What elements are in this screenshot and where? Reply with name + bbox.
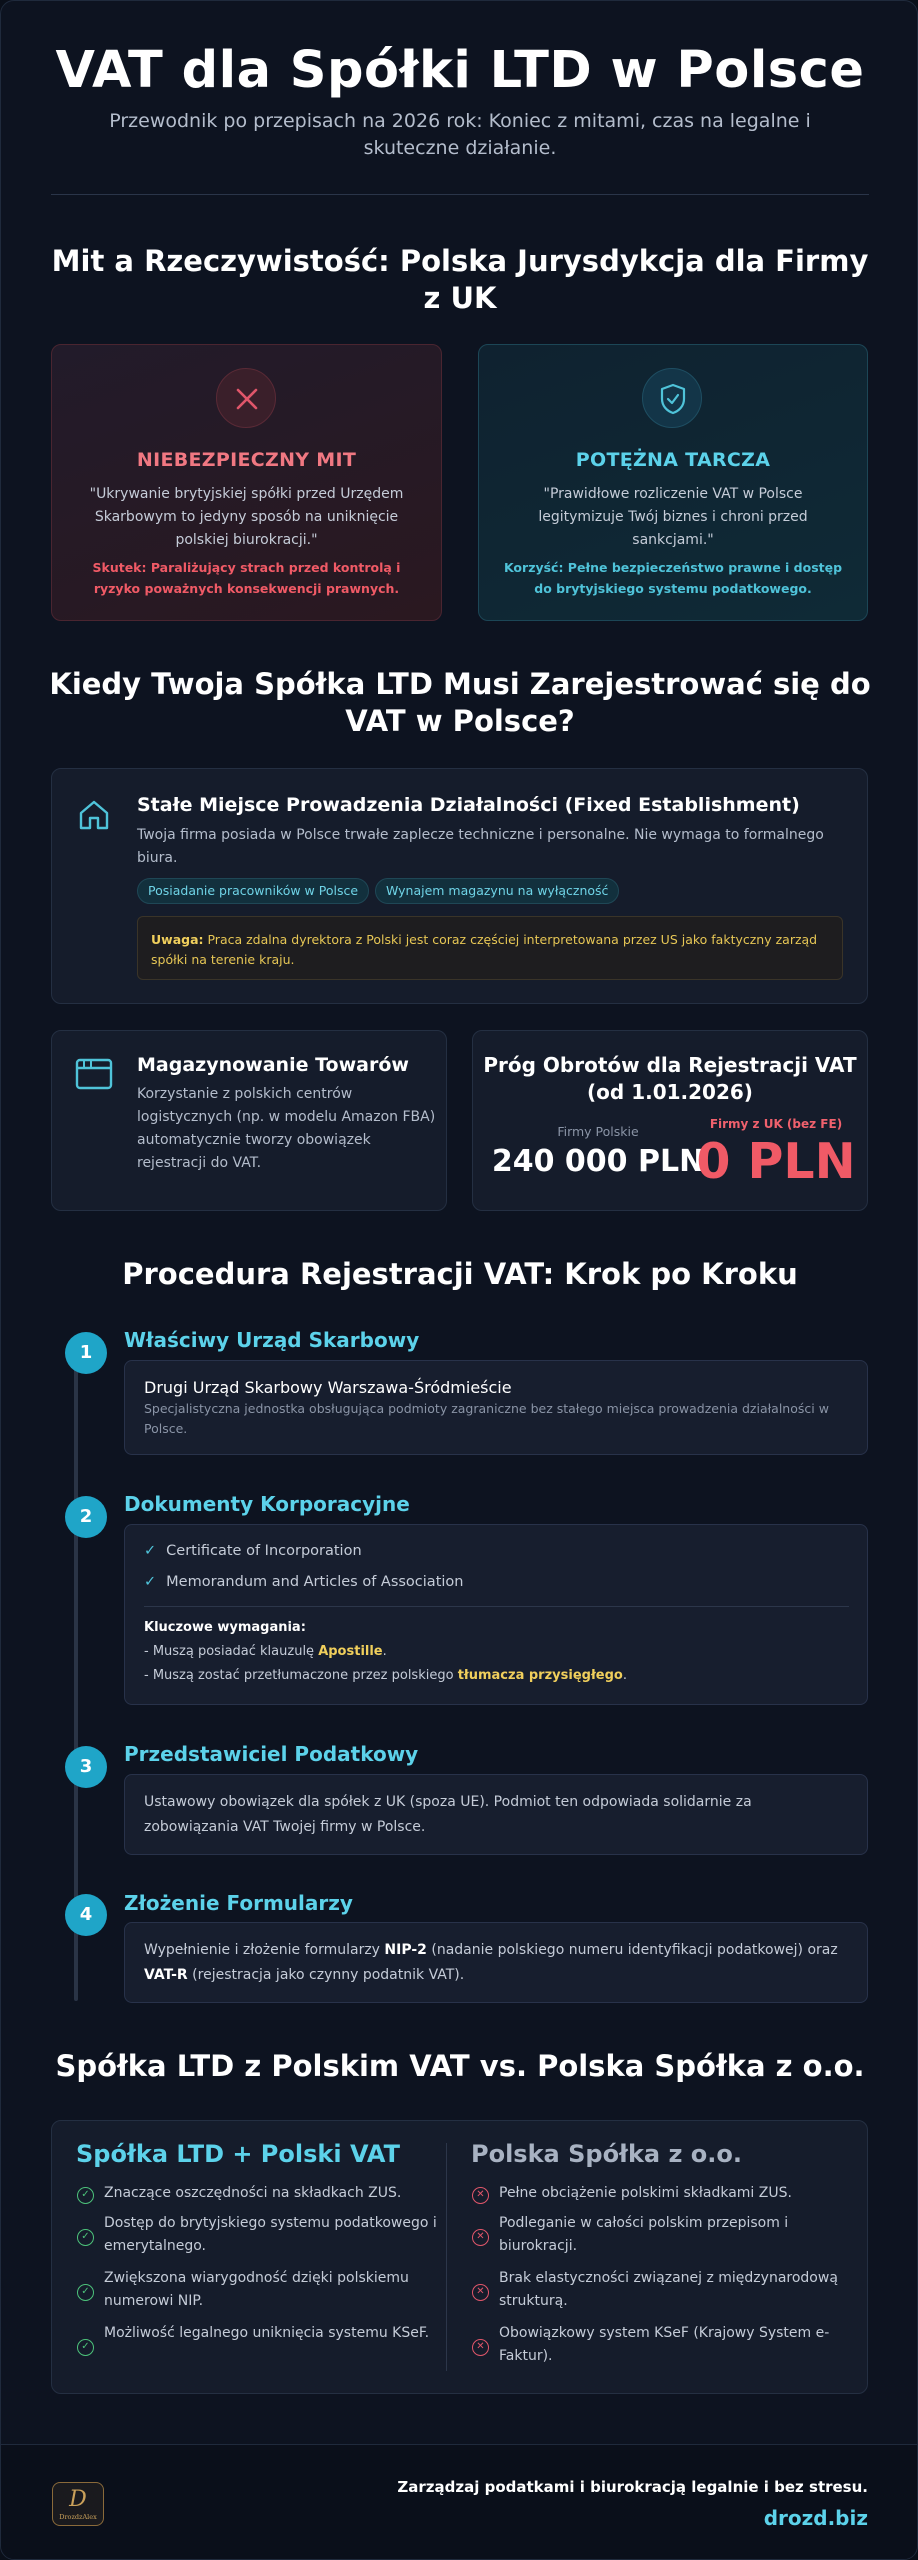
x-circle-icon: ✕	[472, 2284, 489, 2301]
warehouse-title: Magazynowanie Towarów	[137, 1054, 409, 1076]
shield-quote: "Prawidłowe rozliczenie VAT w Polsce legitymizuje Twój biznes i chroni przed sankcjami."	[538, 486, 808, 548]
step-2-divider	[144, 1606, 849, 1607]
requirement-translation: - Muszą zostać przetłumaczone przez polskiego tłumacza przysięgłego.	[144, 1668, 627, 1683]
footer	[1, 2444, 918, 2560]
chip-warehouse: Wynajem magazynu na wyłączność	[375, 878, 619, 904]
myth-section-heading: Mit a Rzeczywistość: Polska Jurysdykcja dla Firmy z UK	[51, 244, 869, 315]
step-1-title: Właściwy Urząd Skarbowy	[124, 1328, 420, 1352]
ltd-benefit: Zwiększona wiarygodność dzięki polskiemu numerowi NIP.	[104, 2270, 409, 2309]
threshold-uk-label: Firmy z UK (bez FE)	[709, 1117, 843, 1131]
brand-logo-glyph: D	[69, 2487, 87, 2512]
when-section-heading: Kiedy Twoja Spółka LTD Musi Zarejestrować się do VAT w Polsce?	[49, 667, 871, 738]
step-3-text: Ustawowy obowiązek dla spółek z UK (spoza UE). Podmiot ten odpowiada solidarnie za zobowiązania VAT Twojej firmy w Polsce.	[144, 1794, 752, 1835]
footer-site-link[interactable]: drozd.biz	[763, 2506, 868, 2530]
fixed-establishment-title: Stałe Miejsce Prowadzenia Działalności (Fixed Establishment)	[137, 794, 800, 816]
warehouse-icon	[74, 1057, 114, 1091]
check-circle-icon: ✓	[77, 2339, 94, 2356]
x-circle-icon: ✕	[472, 2229, 489, 2246]
x-circle-icon: ✕	[472, 2187, 489, 2204]
step-4-title: Złożenie Formularzy	[124, 1891, 353, 1915]
check-circle-icon: ✓	[77, 2229, 94, 2246]
step-4-number: 4	[65, 1894, 107, 1936]
zoo-drawback: Brak elastyczności związanej z międzynarodową strukturą.	[499, 2270, 838, 2309]
warning-body: Praca zdalna dyrektora z Polski jest coraz częściej interpretowana przez US jako faktyczny zarząd spółki na terenie kraju.	[151, 932, 818, 967]
page-subtitle: Przewodnik po przepisach na 2026 rok: Koniec z mitami, czas na legalne i skuteczne działanie.	[109, 110, 811, 159]
brand-logo-word: DrozdzAlex	[59, 2513, 97, 2521]
step-4-text: Wypełnienie i złożenie formularzy NIP-2 (nadanie polskiego numeru identyfikacji podatkowej) oraz VAT-R (rejestracja jako czynny podatnik VAT).	[144, 1942, 838, 1983]
zoo-drawback: Podleganie w całości polskim przepisom i biurokracji.	[499, 2215, 789, 2254]
zoo-drawback: Pełne obciążenie polskimi składkami ZUS.	[499, 2185, 792, 2201]
shield-title: POTĘŻNA TARCZA	[575, 449, 771, 471]
warning-text	[151, 930, 835, 970]
check-circle-icon: ✓	[77, 2187, 94, 2204]
warehouse-desc: Korzystanie z polskich centrów logistycznych (np. w modelu Amazon FBA) automatycznie tworzy obowiązek rejestracji do VAT.	[137, 1086, 436, 1171]
chip-employees: Posiadanie pracowników w Polsce	[137, 878, 369, 904]
tax-office-desc: Specjalistyczna jednostka obsługująca podmioty zagraniczne bez stałego miejsca prowadzenia działalności w Polsce.	[144, 1401, 829, 1436]
threshold-polish-label: Firmy Polskie	[557, 1124, 639, 1139]
check-icon: ✓	[144, 1543, 157, 1559]
zoo-drawback: Obowiązkowy system KSeF (Krajowy System e-Faktur).	[499, 2325, 830, 2364]
check-circle-icon: ✓	[77, 2284, 94, 2301]
step-2-number: 2	[65, 1496, 107, 1538]
shield-note: Korzyść: Pełne bezpieczeństwo prawne i dostęp do brytyjskiego systemu podatkowego.	[503, 560, 843, 596]
myth-note: Skutek: Paraliżujący strach przed kontrolą i ryzyko poważnych konsekwencji prawnych.	[92, 560, 401, 596]
page-title: VAT dla Spółki LTD w Polsce	[55, 41, 865, 100]
x-circle-icon: ✕	[472, 2339, 489, 2356]
ltd-benefit: Dostęp do brytyjskiego systemu podatkowego i emerytalnego.	[104, 2215, 437, 2254]
ltd-column-title: Spółka LTD + Polski VAT	[76, 2140, 400, 2168]
x-icon	[216, 368, 276, 428]
requirement-apostille: - Muszą posiadać klauzulę Apostille.	[144, 1644, 387, 1659]
myth-quote: "Ukrywanie brytyjskiej spółki przed Urzędem Skarbowym to jedyny sposób na uniknięcie polskiej biurokracji."	[89, 486, 404, 548]
tax-office-name: Drugi Urząd Skarbowy Warszawa-Śródmieście	[144, 1378, 512, 1397]
ltd-benefit: Znaczące oszczędności na składkach ZUS.	[104, 2185, 402, 2201]
check-item: ✓ Memorandum and Articles of Association	[144, 1574, 464, 1590]
threshold-polish-value: 240 000 PLN	[491, 1144, 705, 1179]
procedure-heading: Procedura Rejestracji VAT: Krok po Kroku	[122, 1257, 798, 1291]
shield-check-icon	[642, 368, 702, 428]
step-3-number: 3	[65, 1746, 107, 1788]
key-requirements-label: Kluczowe wymagania:	[144, 1620, 306, 1635]
threshold-uk-value: 0 PLN	[696, 1133, 856, 1190]
comparison-heading: Spółka LTD z Polskim VAT vs. Polska Spółka z o.o.	[55, 2049, 865, 2083]
threshold-title: Próg Obrotów dla Rejestracji VAT (od 1.01.2026)	[483, 1053, 857, 1104]
fixed-establishment-desc: Twoja firma posiada w Polsce trwałe zaplecze techniczne i personalne. Nie wymaga to formalnego biura.	[137, 827, 824, 866]
zoo-column-title: Polska Spółka z o.o.	[471, 2140, 743, 2168]
check-item: ✓ Certificate of Incorporation	[144, 1543, 362, 1559]
step-3-title: Przedstawiciel Podatkowy	[124, 1742, 419, 1766]
step-2-title: Dokumenty Korporacyjne	[124, 1492, 410, 1516]
home-icon	[76, 797, 112, 833]
ltd-benefit: Możliwość legalnego uniknięcia systemu KSeF.	[104, 2325, 430, 2341]
check-icon: ✓	[144, 1574, 157, 1590]
footer-tagline: Zarządzaj podatkami i biurokracją legalnie i bez stresu.	[397, 2478, 868, 2496]
step-1-number: 1	[65, 1332, 107, 1374]
warning-label: Uwaga:	[151, 932, 204, 947]
myth-title: NIEBEZPIECZNY MIT	[136, 449, 357, 471]
header-divider	[51, 194, 869, 195]
